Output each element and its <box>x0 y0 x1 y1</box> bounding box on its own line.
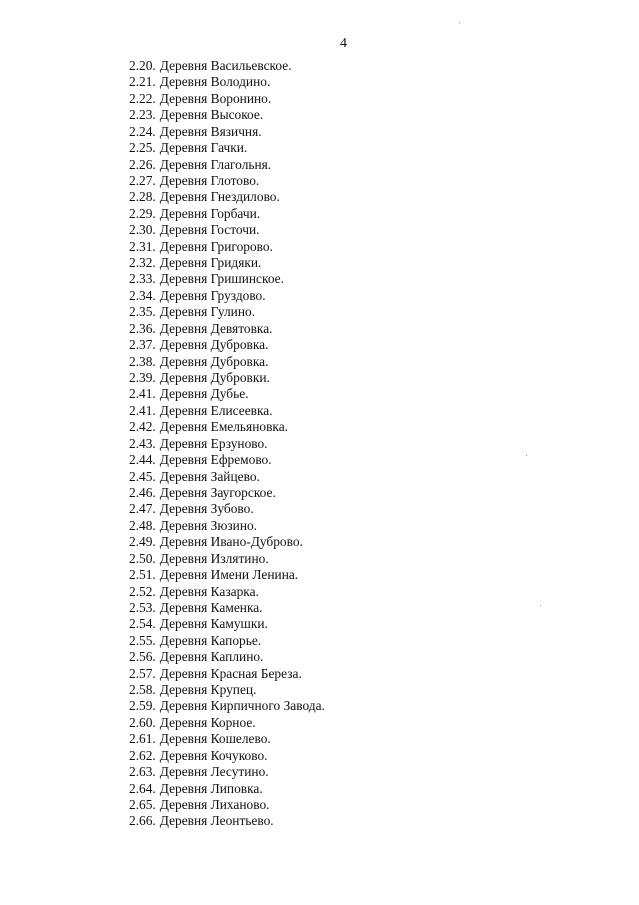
item-number: 2.43. <box>129 435 156 451</box>
list-item <box>129 600 325 616</box>
list-item <box>129 551 325 567</box>
item-number: 2.49. <box>129 534 156 550</box>
list-item <box>129 698 325 714</box>
item-text: Деревня Зюзино. <box>159 517 258 533</box>
item-text: Деревня Красная Береза. <box>159 665 302 681</box>
item-number: 2.51. <box>129 567 156 583</box>
list-item <box>129 813 325 829</box>
item-text: Деревня Гачки. <box>159 140 248 156</box>
item-number: 2.55. <box>129 632 156 648</box>
item-text: Деревня Корное. <box>159 714 256 730</box>
list-item <box>129 321 325 337</box>
item-number: 2.37. <box>129 337 156 353</box>
item-number: 2.47. <box>129 501 156 517</box>
item-number: 2.54. <box>129 616 156 632</box>
list-item <box>129 304 325 320</box>
list-item <box>129 748 325 764</box>
item-text: Деревня Кирпичного Завода. <box>159 698 325 714</box>
item-number: 2.24. <box>129 123 156 139</box>
item-number: 2.46. <box>129 484 156 500</box>
list-item <box>129 354 325 370</box>
list-item <box>129 452 325 468</box>
list-item <box>129 403 325 419</box>
item-number: 2.32. <box>129 255 156 271</box>
item-number: 2.29. <box>129 205 156 221</box>
scan-speck <box>540 605 541 606</box>
item-text: Деревня Дубровка. <box>159 353 269 369</box>
item-number: 2.38. <box>129 353 156 369</box>
item-text: Деревня Зайцево. <box>159 468 260 484</box>
list-item <box>129 271 325 287</box>
item-text: Деревня Кошелево. <box>159 731 271 747</box>
settlement-list <box>129 58 325 830</box>
item-number: 2.25. <box>129 140 156 156</box>
list-item <box>129 731 325 747</box>
item-text: Деревня Ивано-Дуброво. <box>159 534 303 550</box>
item-number: 2.66. <box>129 813 156 829</box>
item-text: Деревня Камушки. <box>159 616 268 632</box>
item-text: Деревня Воронино. <box>159 90 272 106</box>
item-text: Деревня Гулино. <box>159 304 256 320</box>
list-item <box>129 567 325 583</box>
item-number: 2.20. <box>129 58 156 73</box>
list-item <box>129 91 325 107</box>
item-text: Деревня Гришинское. <box>159 271 284 287</box>
item-number: 2.26. <box>129 156 156 172</box>
item-text: Деревня Каплино. <box>159 649 264 665</box>
item-text: Деревня Излятино. <box>159 550 269 566</box>
item-number: 2.62. <box>129 747 156 763</box>
item-number: 2.41. <box>129 386 156 402</box>
item-number: 2.44. <box>129 452 156 468</box>
item-number: 2.22. <box>129 90 156 106</box>
list-item <box>129 288 325 304</box>
item-text: Деревня Васильевское. <box>159 58 292 73</box>
item-text: Деревня Лесутино. <box>159 764 269 780</box>
list-item <box>129 649 325 665</box>
item-text: Деревня Липовка. <box>159 780 263 796</box>
item-text: Деревня Кочуково. <box>159 747 268 763</box>
list-item <box>129 797 325 813</box>
list-item <box>129 419 325 435</box>
list-item <box>129 501 325 517</box>
item-number: 2.52. <box>129 583 156 599</box>
list-item <box>129 781 325 797</box>
item-number: 2.21. <box>129 74 156 90</box>
scan-speck <box>459 22 460 23</box>
list-item <box>129 682 325 698</box>
page-number: 4 <box>340 36 347 51</box>
item-text: Деревня Заугорское. <box>159 484 276 500</box>
item-text: Деревня Вязичня. <box>159 123 262 139</box>
list-item <box>129 485 325 501</box>
scan-speck <box>526 455 527 456</box>
list-item <box>129 255 325 271</box>
list-item <box>129 469 325 485</box>
item-text: Деревня Володино. <box>159 74 271 90</box>
item-text: Деревня Емельяновка. <box>159 419 288 435</box>
item-number: 2.39. <box>129 370 156 386</box>
item-number: 2.31. <box>129 238 156 254</box>
item-text: Деревня Ефремово. <box>159 452 272 468</box>
item-number: 2.23. <box>129 107 156 123</box>
item-number: 2.41. <box>129 402 156 418</box>
list-item <box>129 206 325 222</box>
list-item <box>129 370 325 386</box>
item-text: Деревня Капорье. <box>159 632 262 648</box>
item-text: Деревня Груздово. <box>159 287 266 303</box>
item-text: Деревня Высокое. <box>159 107 264 123</box>
item-number: 2.45. <box>129 468 156 484</box>
list-item <box>129 124 325 140</box>
item-text: Деревня Лиханово. <box>159 796 270 812</box>
list-item <box>129 386 325 402</box>
item-number: 2.36. <box>129 320 156 336</box>
item-number: 2.35. <box>129 304 156 320</box>
list-item <box>129 337 325 353</box>
item-number: 2.58. <box>129 682 156 698</box>
item-text: Деревня Госточи. <box>159 222 260 238</box>
list-item <box>129 633 325 649</box>
item-text: Деревня Леонтьево. <box>159 813 274 829</box>
item-text: Деревня Елисеевка. <box>159 402 273 418</box>
item-number: 2.63. <box>129 764 156 780</box>
item-number: 2.61. <box>129 731 156 747</box>
list-item <box>129 74 325 90</box>
item-number: 2.57. <box>129 665 156 681</box>
item-text: Деревня Гридяки. <box>159 255 262 271</box>
item-text: Деревня Крупец. <box>159 682 257 698</box>
item-text: Деревня Казарка. <box>159 583 259 599</box>
item-number: 2.59. <box>129 698 156 714</box>
item-text: Деревня Горбачи. <box>159 205 261 221</box>
list-item <box>129 666 325 682</box>
item-text: Деревня Зубово. <box>159 501 254 517</box>
list-item <box>129 715 325 731</box>
list-item <box>129 764 325 780</box>
item-number: 2.60. <box>129 714 156 730</box>
item-number: 2.42. <box>129 419 156 435</box>
item-text: Деревня Дубье. <box>159 386 249 402</box>
list-item <box>129 436 325 452</box>
list-item <box>129 616 325 632</box>
list-item <box>129 189 325 205</box>
item-number: 2.65. <box>129 796 156 812</box>
item-number: 2.56. <box>129 649 156 665</box>
item-text: Деревня Имени Ленина. <box>159 567 299 583</box>
list-item <box>129 140 325 156</box>
item-number: 2.64. <box>129 780 156 796</box>
item-number: 2.48. <box>129 517 156 533</box>
list-item <box>129 518 325 534</box>
item-text: Деревня Ерзуново. <box>159 435 268 451</box>
item-number: 2.53. <box>129 599 156 615</box>
list-item <box>129 534 325 550</box>
list-item <box>129 157 325 173</box>
list-item <box>129 58 325 74</box>
item-text: Деревня Дубровки. <box>159 370 270 386</box>
item-number: 2.30. <box>129 222 156 238</box>
list-item <box>129 584 325 600</box>
list-item <box>129 107 325 123</box>
item-text: Деревня Глагольня. <box>159 156 272 172</box>
item-number: 2.33. <box>129 271 156 287</box>
item-number: 2.50. <box>129 550 156 566</box>
item-number: 2.28. <box>129 189 156 205</box>
list-item <box>129 239 325 255</box>
item-number: 2.34. <box>129 287 156 303</box>
item-number: 2.27. <box>129 172 156 188</box>
item-text: Деревня Девятовка. <box>159 320 273 336</box>
list-item <box>129 222 325 238</box>
list-item <box>129 173 325 189</box>
item-text: Деревня Глотово. <box>159 172 260 188</box>
item-text: Деревня Гнездилово. <box>159 189 280 205</box>
item-text: Деревня Григорово. <box>159 238 273 254</box>
item-text: Деревня Дубровка. <box>159 337 269 353</box>
item-text: Деревня Каменка. <box>159 599 263 615</box>
